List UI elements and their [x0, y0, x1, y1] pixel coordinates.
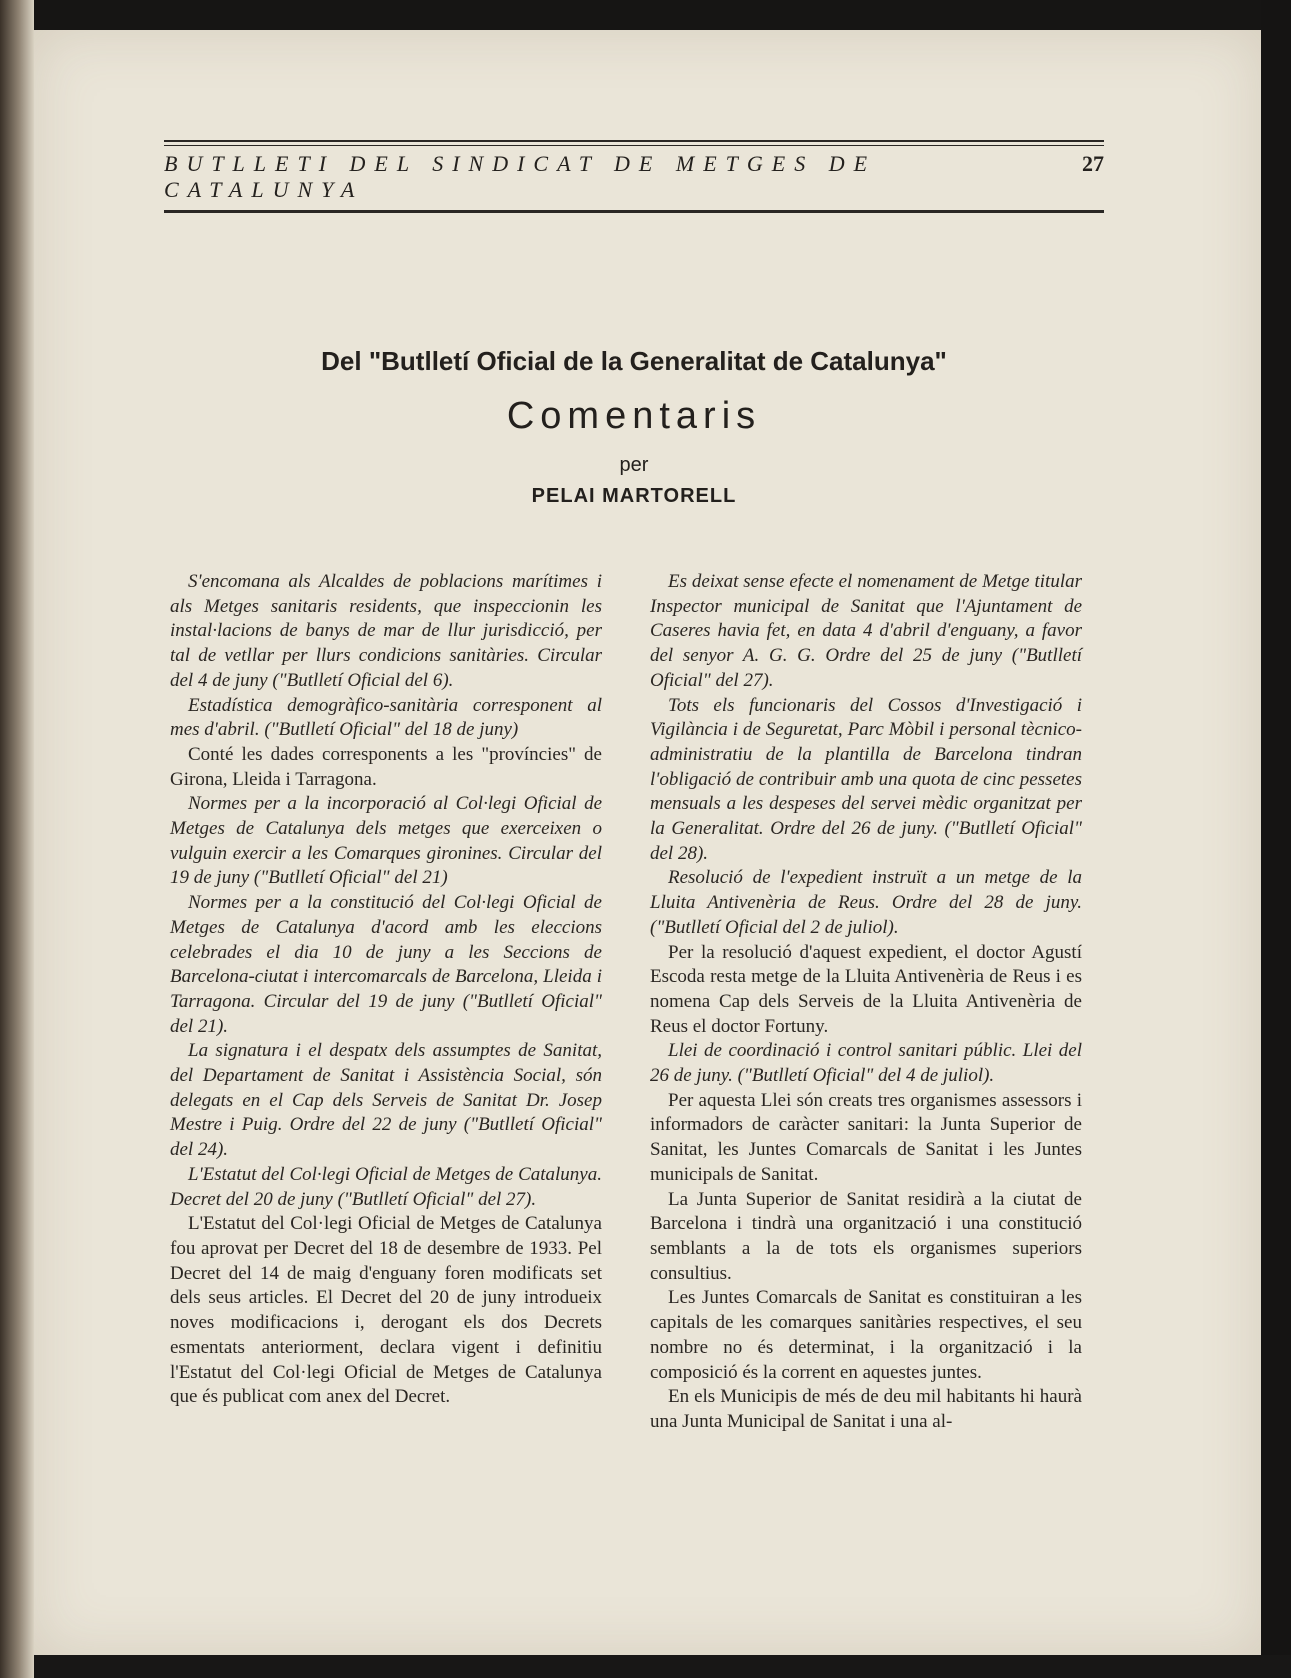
running-header [164, 140, 1104, 213]
article-heading [164, 346, 1104, 508]
paragraph: Resolució de l'expedient instruït a un metge de la Lluita Antivenèria de Reus. Ordre del 28 de juny. ("Butlletí Oficial del 2 de juliol). [650, 867, 1082, 938]
paragraph: L'Estatut del Col·legi Oficial de Metges de Catalunya fou aprovat per Decret del 18 de desembre de 1933. Pel Decret del 14 de maig d'enguany foren modificats set dels seus articles. El Decret del 20 de juny introdueix noves modificacions i, derogant els dos Decrets esmentats anteriorment, declara vigent i definitiu l'Estatut del Col·legi Oficial de Metges de Catalunya que és publicat com anex del Decret. [170, 1213, 602, 1408]
paragraph: Normes per a la incorporació al Col·legi Oficial de Metges de Catalunya dels metges que exerceixen o vulguin exercir a les Comarques gironines. Circular del 19 de juny ("Butlletí Oficial" del 21) [170, 793, 602, 889]
header-rule-top [164, 140, 1104, 142]
scan-bottom-edge [34, 1655, 1291, 1678]
left-column [170, 570, 602, 1410]
paragraph: Tots els funcionaris del Cossos d'Investigació i Vigilància i de Seguretat, Parc Mòbil i personal tècnico-administratiu de la plantilla de Barcelona tindran l'obligació de contribuir amb una quota de cinc pessetes mensuals a les despeses del servei mèdic organitzat per la Generalitat. Ordre del 26 de juny. ("Butlletí Oficial" del 28). [650, 694, 1082, 864]
paragraph: S'encomana als Alcaldes de poblacions marítimes i als Metges sanitaris residents, que inspeccionin les instal·lacions de banys de mar de llur jurisdicció, per tal de vetllar per llurs condicions sanitàries. Circular del 4 de juny ("Butlletí Oficial del 6). [170, 571, 602, 691]
right-column [650, 570, 1082, 1435]
running-title: BUTLLETI DEL SINDICAT DE METGES DE CATALUNYA [164, 151, 877, 202]
scan-top-edge [34, 0, 1291, 30]
scan-right-edge [1261, 0, 1291, 1678]
header-line [164, 146, 1104, 207]
paragraph: La Junta Superior de Sanitat residirà a la ciutat de Barcelona i tindrà una organització i una constitució semblants a la de tots els organismes superiors consultius. [650, 1188, 1082, 1284]
paragraph: Conté les dades corresponents a les "províncies" de Girona, Lleida i Tarragona. [170, 743, 602, 790]
article-title: Comentaris [506, 395, 762, 437]
book-spine-shadow [0, 0, 34, 1678]
article-kicker: Del "Butlletí Oficial de la Generalitat de Catalunya" [321, 346, 947, 376]
paragraph: Estadística demogràfico-sanitària corresponent al mes d'abril. ("Butlletí Oficial" del 18 de juny) [170, 694, 602, 741]
byline-per: per [619, 454, 649, 476]
paragraph: En els Municipis de més de deu mil habitants hi haurà una Junta Municipal de Sanitat i una al- [650, 1386, 1082, 1432]
paragraph: Per aquesta Llei són creats tres organismes assessors i informadors de caràcter sanitari: la Junta Superior de Sanitat, les Juntes Comarcals de Sanitat i les Juntes municipals de Sanitat. [650, 1089, 1082, 1185]
header-rule-bottom [164, 211, 1104, 213]
article-author: PELAI MARTORELL [531, 485, 737, 507]
paragraph: Es deixat sense efecte el nomenament de Metge titular Inspector municipal de Sanitat que l'Ajuntament de Caseres havia fet, en data 4 d'abril d'enguany, a favor del senyor A. G. G. Ordre del 25 de juny ("Butlletí Oficial" del 27). [650, 571, 1082, 691]
paragraph: L'Estatut del Col·legi Oficial de Metges de Catalunya. Decret del 20 de juny ("Butlletí Oficial" del 27). [170, 1163, 602, 1210]
paragraph: Per la resolució d'aquest expedient, el doctor Agustí Escoda resta metge de la Lluita Antivenèria de Reus i es nomena Cap dels Serveis de la Lluita Antivenèria de Reus el doctor Fortuny. [650, 941, 1082, 1037]
paragraph: Normes per a la constitució del Col·legi Oficial de Metges de Catalunya d'acord amb les eleccions celebrades el dia 10 de juny a les Seccions de Barcelona-ciutat i intercomarcals de Barcelona, Lleida i Tarragona. Circular del 19 de juny ("Butlletí Oficial" del 21). [170, 892, 602, 1037]
paragraph: Les Juntes Comarcals de Sanitat es constituiran a les capitals de les comarques sanitàries respectives, el seu nombre no és determinat, i la organització i la composició és la corrent en aquestes juntes. [650, 1287, 1082, 1383]
paragraph: La signatura i el despatx dels assumptes de Sanitat, del Departament de Sanitat i Assistència Social, són delegats en el Cap dels Serveis de Sanitat Dr. Josep Mestre i Puig. Ordre del 22 de juny ("Butlletí Oficial" del 24). [170, 1040, 602, 1161]
page-number: 27 [1082, 151, 1104, 176]
paragraph: Llei de coordinació i control sanitari públic. Llei del 26 de juny. ("Butlletí Oficial" del 4 de juliol). [650, 1040, 1082, 1087]
